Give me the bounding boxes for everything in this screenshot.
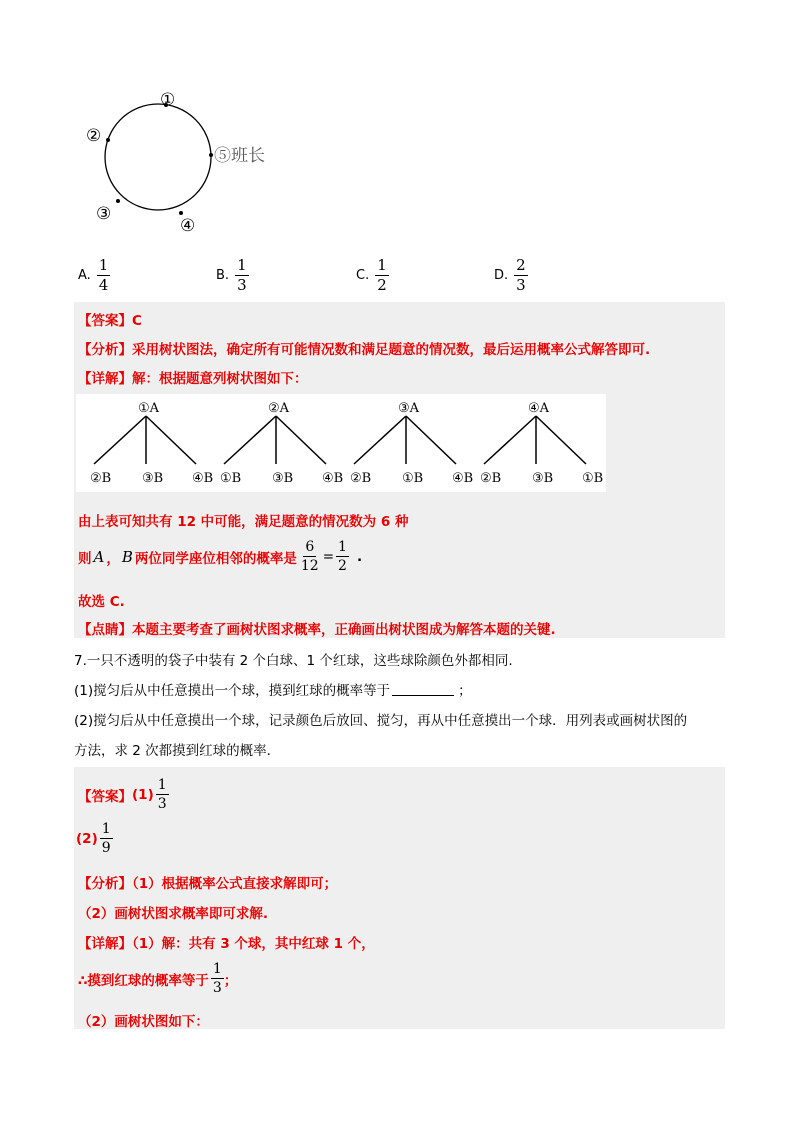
seat-label-5: ⑤班长 — [214, 146, 265, 166]
option-letter: B. — [216, 268, 230, 283]
option-fraction: $\frac{1}{4}$ — [98, 256, 109, 294]
tree-leaf-label: ①B — [220, 471, 242, 486]
option-letter: A. — [78, 268, 91, 283]
q6-line3: 故选 C. — [78, 594, 125, 610]
seating-circle-figure — [80, 85, 290, 235]
tree-root-label: ④A — [528, 401, 550, 416]
fraction-1-3: $\frac{1}{3}$ — [157, 777, 167, 812]
option-letter: D. — [494, 268, 509, 283]
q6-comment: 【点睛】本题主要考查了画树状图求概率，正确画出树状图成为解答本题的关键. — [78, 622, 556, 638]
tree-root-label: ③A — [398, 401, 420, 416]
seat-dot-4 — [179, 211, 183, 215]
fraction-1-2: $\frac{1}{2}$ — [338, 539, 347, 574]
option-c[interactable] — [356, 258, 389, 293]
option-d[interactable] — [494, 258, 528, 293]
q7-detail3: （2）画树状图如下： — [78, 1014, 209, 1030]
fraction-1-9: $\frac{1}{9}$ — [101, 821, 111, 856]
tree-leaf-label: ③B — [142, 471, 164, 486]
q7-detail2: ∴摸到红球的概率等于 $\frac{1}{3}$ ； — [78, 961, 238, 996]
q6-analysis: 【分析】采用树状图法，确定所有可能情况数和满足题意的情况数，最后运用概率公式解答即可. — [78, 342, 651, 358]
tree-root-label: ②A — [268, 401, 290, 416]
q7-part2-line2: 方法，求 2 次都摸到红球的概率． — [74, 743, 281, 759]
q7-answer-part2: (2) $\frac{1}{9}$ — [76, 821, 111, 856]
option-a[interactable] — [78, 258, 110, 293]
option-fraction: $\frac{1}{3}$ — [237, 256, 247, 294]
q6-tree-diagram — [76, 394, 606, 492]
q6-line1: 由上表可知共有 12 中可能，满足题意的情况数为 6 种 — [78, 514, 409, 530]
seat-label-4: ④ — [180, 216, 196, 235]
q7-answer: 【答案】 (1) $\frac{1}{3}$ — [78, 777, 167, 812]
tree-leaf-label: ③B — [532, 471, 554, 486]
seat-dot-2 — [106, 138, 110, 142]
tree-leaf-label: ②B — [350, 471, 372, 486]
q7-analysis1: 【分析】（1）根据概率公式直接求解即可； — [78, 876, 338, 892]
tree-root-label: ①A — [138, 401, 160, 416]
seat-dot-5 — [209, 153, 213, 157]
q7-detail1: 【详解】（1）解：共有 3 个球，其中红球 1 个， — [78, 936, 375, 952]
seating-circle — [105, 104, 211, 210]
tree-leaf-label: ①B — [402, 471, 424, 486]
seat-label-3: ③ — [96, 204, 112, 224]
tree-leaf-label: ④B — [322, 471, 344, 486]
tree-leaf-label: ①B — [582, 471, 604, 486]
tree-leaf-label: ②B — [90, 471, 112, 486]
option-b[interactable] — [216, 258, 249, 293]
tree-leaf-label: ④B — [452, 471, 474, 486]
fraction-1-3b: $\frac{1}{3}$ — [212, 961, 222, 996]
answer-blank[interactable] — [392, 695, 454, 696]
q6-detail: 【详解】解：根据题意列树状图如下： — [78, 371, 308, 387]
option-letter: C. — [356, 268, 370, 283]
tree-leaf-label: ④B — [192, 471, 214, 486]
q7-stem: 7.一只不透明的袋子中装有 2 个白球、1 个红球，这些球除颜色外都相同. — [74, 653, 513, 669]
seat-label-1: ① — [160, 90, 176, 110]
q6-line2: 则 A ， B 两位同学座位相邻的概率是 $\frac{6}{12}$ = $\frac{1}{2}$ . — [78, 539, 363, 574]
tree-leaf-label: ③B — [272, 471, 294, 486]
option-fraction: $\frac{1}{2}$ — [377, 256, 387, 294]
q7-part1: (1)搅匀后从中任意摸出一个球，摸到红球的概率等于 ； — [74, 683, 472, 699]
q7-part2-line1: (2)搅匀后从中任意摸出一个球，记录颜色后放回、搅匀，再从中任意摸出一个球．用列表或画树状图的 — [74, 713, 688, 729]
tree-leaf-label: ②B — [480, 471, 502, 486]
fraction-6-12: $\frac{6}{12}$ — [300, 539, 319, 574]
option-fraction: $\frac{2}{3}$ — [516, 256, 526, 294]
seat-dot-3 — [116, 199, 120, 203]
q7-analysis2: （2）画树状图求概率即可求解. — [78, 906, 269, 922]
seat-label-2: ② — [86, 126, 102, 146]
q6-answer: 【答案】C — [78, 313, 142, 329]
